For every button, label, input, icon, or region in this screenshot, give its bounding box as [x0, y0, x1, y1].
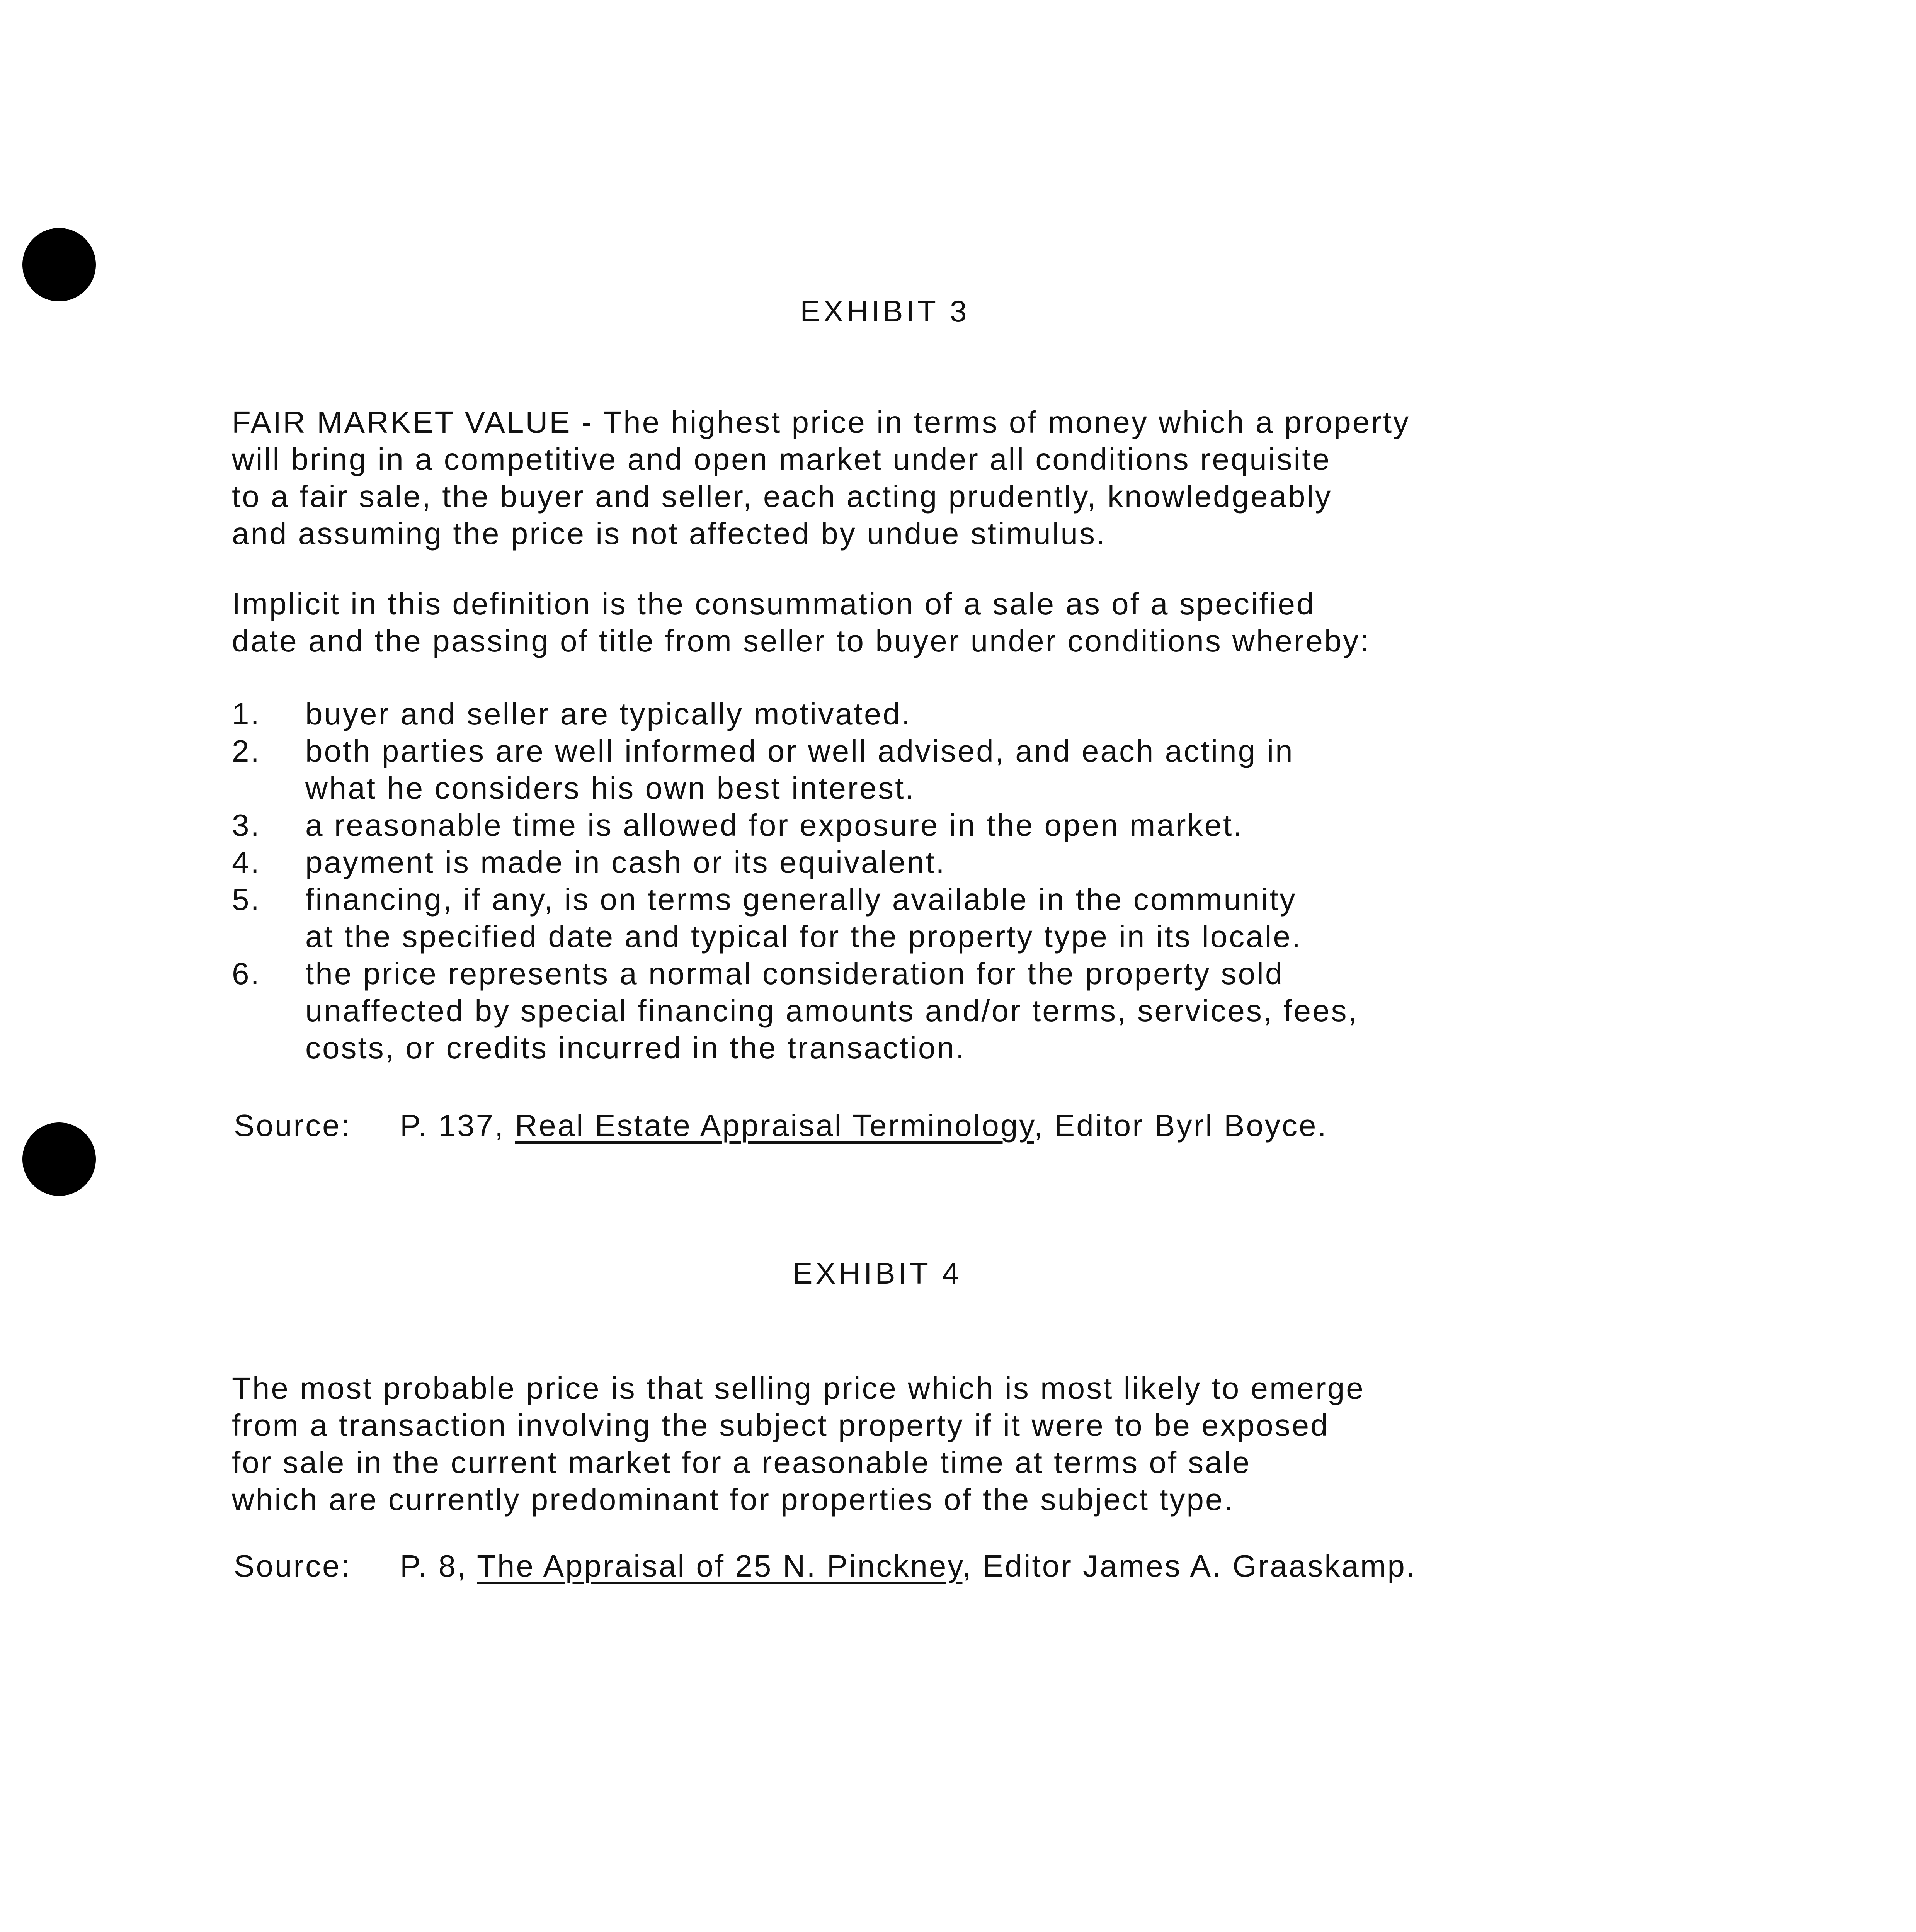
fair-market-value-definition — [232, 404, 1739, 552]
punch-hole — [22, 1122, 96, 1196]
text-line: what he considers his own best interest. — [305, 771, 915, 805]
list-number: 3. — [232, 808, 261, 842]
source-editor: , Editor Byrl Boyce. — [1034, 1108, 1328, 1143]
source-page: P. 8, — [400, 1549, 468, 1583]
text-line: both parties are well informed or well advised, and each acting in — [305, 734, 1294, 768]
list-item — [232, 881, 1739, 955]
list-item — [232, 807, 1739, 844]
text-line: Implicit in this definition is the consummation of a sale as of a specified — [232, 587, 1315, 621]
text-line: and assuming the price is not affected by undue stimulus. — [232, 516, 1107, 551]
list-number: 5. — [232, 882, 261, 917]
text-line: financing, if any, is on terms generally available in the community — [305, 882, 1297, 917]
list-number: 4. — [232, 845, 261, 879]
list-item — [232, 955, 1739, 1066]
text-line: to a fair sale, the buyer and seller, each acting prudently, knowledgeably — [232, 479, 1332, 514]
text-line: a reasonable time is allowed for exposure in the open market. — [305, 808, 1244, 842]
text-line: from a transaction involving the subject property if it were to be exposed — [232, 1408, 1329, 1442]
exhibit-4-source — [234, 1548, 1416, 1585]
text-line: date and the passing of title from seller to buyer under conditions whereby: — [232, 624, 1370, 658]
exhibit-3-source — [234, 1107, 1328, 1144]
source-label: Source: — [234, 1549, 351, 1583]
source-book-title: Real Estate Appraisal Terminology — [515, 1108, 1034, 1143]
list-item — [232, 844, 1739, 881]
list-number: 6. — [232, 956, 261, 991]
list-item — [232, 733, 1739, 807]
source-page: P. 137, — [400, 1108, 505, 1143]
text-line: the price represents a normal consideration for the property sold — [305, 956, 1284, 991]
text-line: The most probable price is that selling price which is most likely to emerge — [232, 1371, 1365, 1405]
punch-hole — [22, 228, 96, 301]
list-item — [232, 696, 1739, 733]
exhibit-3-title: EXHIBIT 3 — [800, 294, 970, 328]
most-probable-price-definition — [232, 1370, 1739, 1518]
source-book-title: The Appraisal of 25 N. Pinckney — [477, 1549, 963, 1583]
list-number: 1. — [232, 697, 261, 731]
text-line: payment is made in cash or its equivalent. — [305, 845, 946, 879]
exhibit-4-title: EXHIBIT 4 — [792, 1256, 962, 1290]
text-line: unaffected by special financing amounts and/or terms, services, fees, — [305, 993, 1358, 1028]
implicit-definition-paragraph — [232, 585, 1739, 660]
text-line: which are currently predominant for properties of the subject type. — [232, 1482, 1234, 1517]
text-line: buyer and seller are typically motivated. — [305, 697, 912, 731]
text-line: FAIR MARKET VALUE - The highest price in terms of money which a property — [232, 405, 1411, 439]
source-label: Source: — [234, 1108, 351, 1143]
list-number: 2. — [232, 734, 261, 768]
text-line: for sale in the current market for a reasonable time at terms of sale — [232, 1445, 1251, 1480]
source-editor: , Editor James A. Graaskamp. — [962, 1549, 1417, 1583]
text-line: at the specified date and typical for the property type in its locale. — [305, 919, 1302, 954]
text-line: costs, or credits incurred in the transaction. — [305, 1031, 966, 1065]
conditions-list — [232, 696, 1739, 1066]
text-line: will bring in a competitive and open market under all conditions requisite — [232, 442, 1331, 476]
